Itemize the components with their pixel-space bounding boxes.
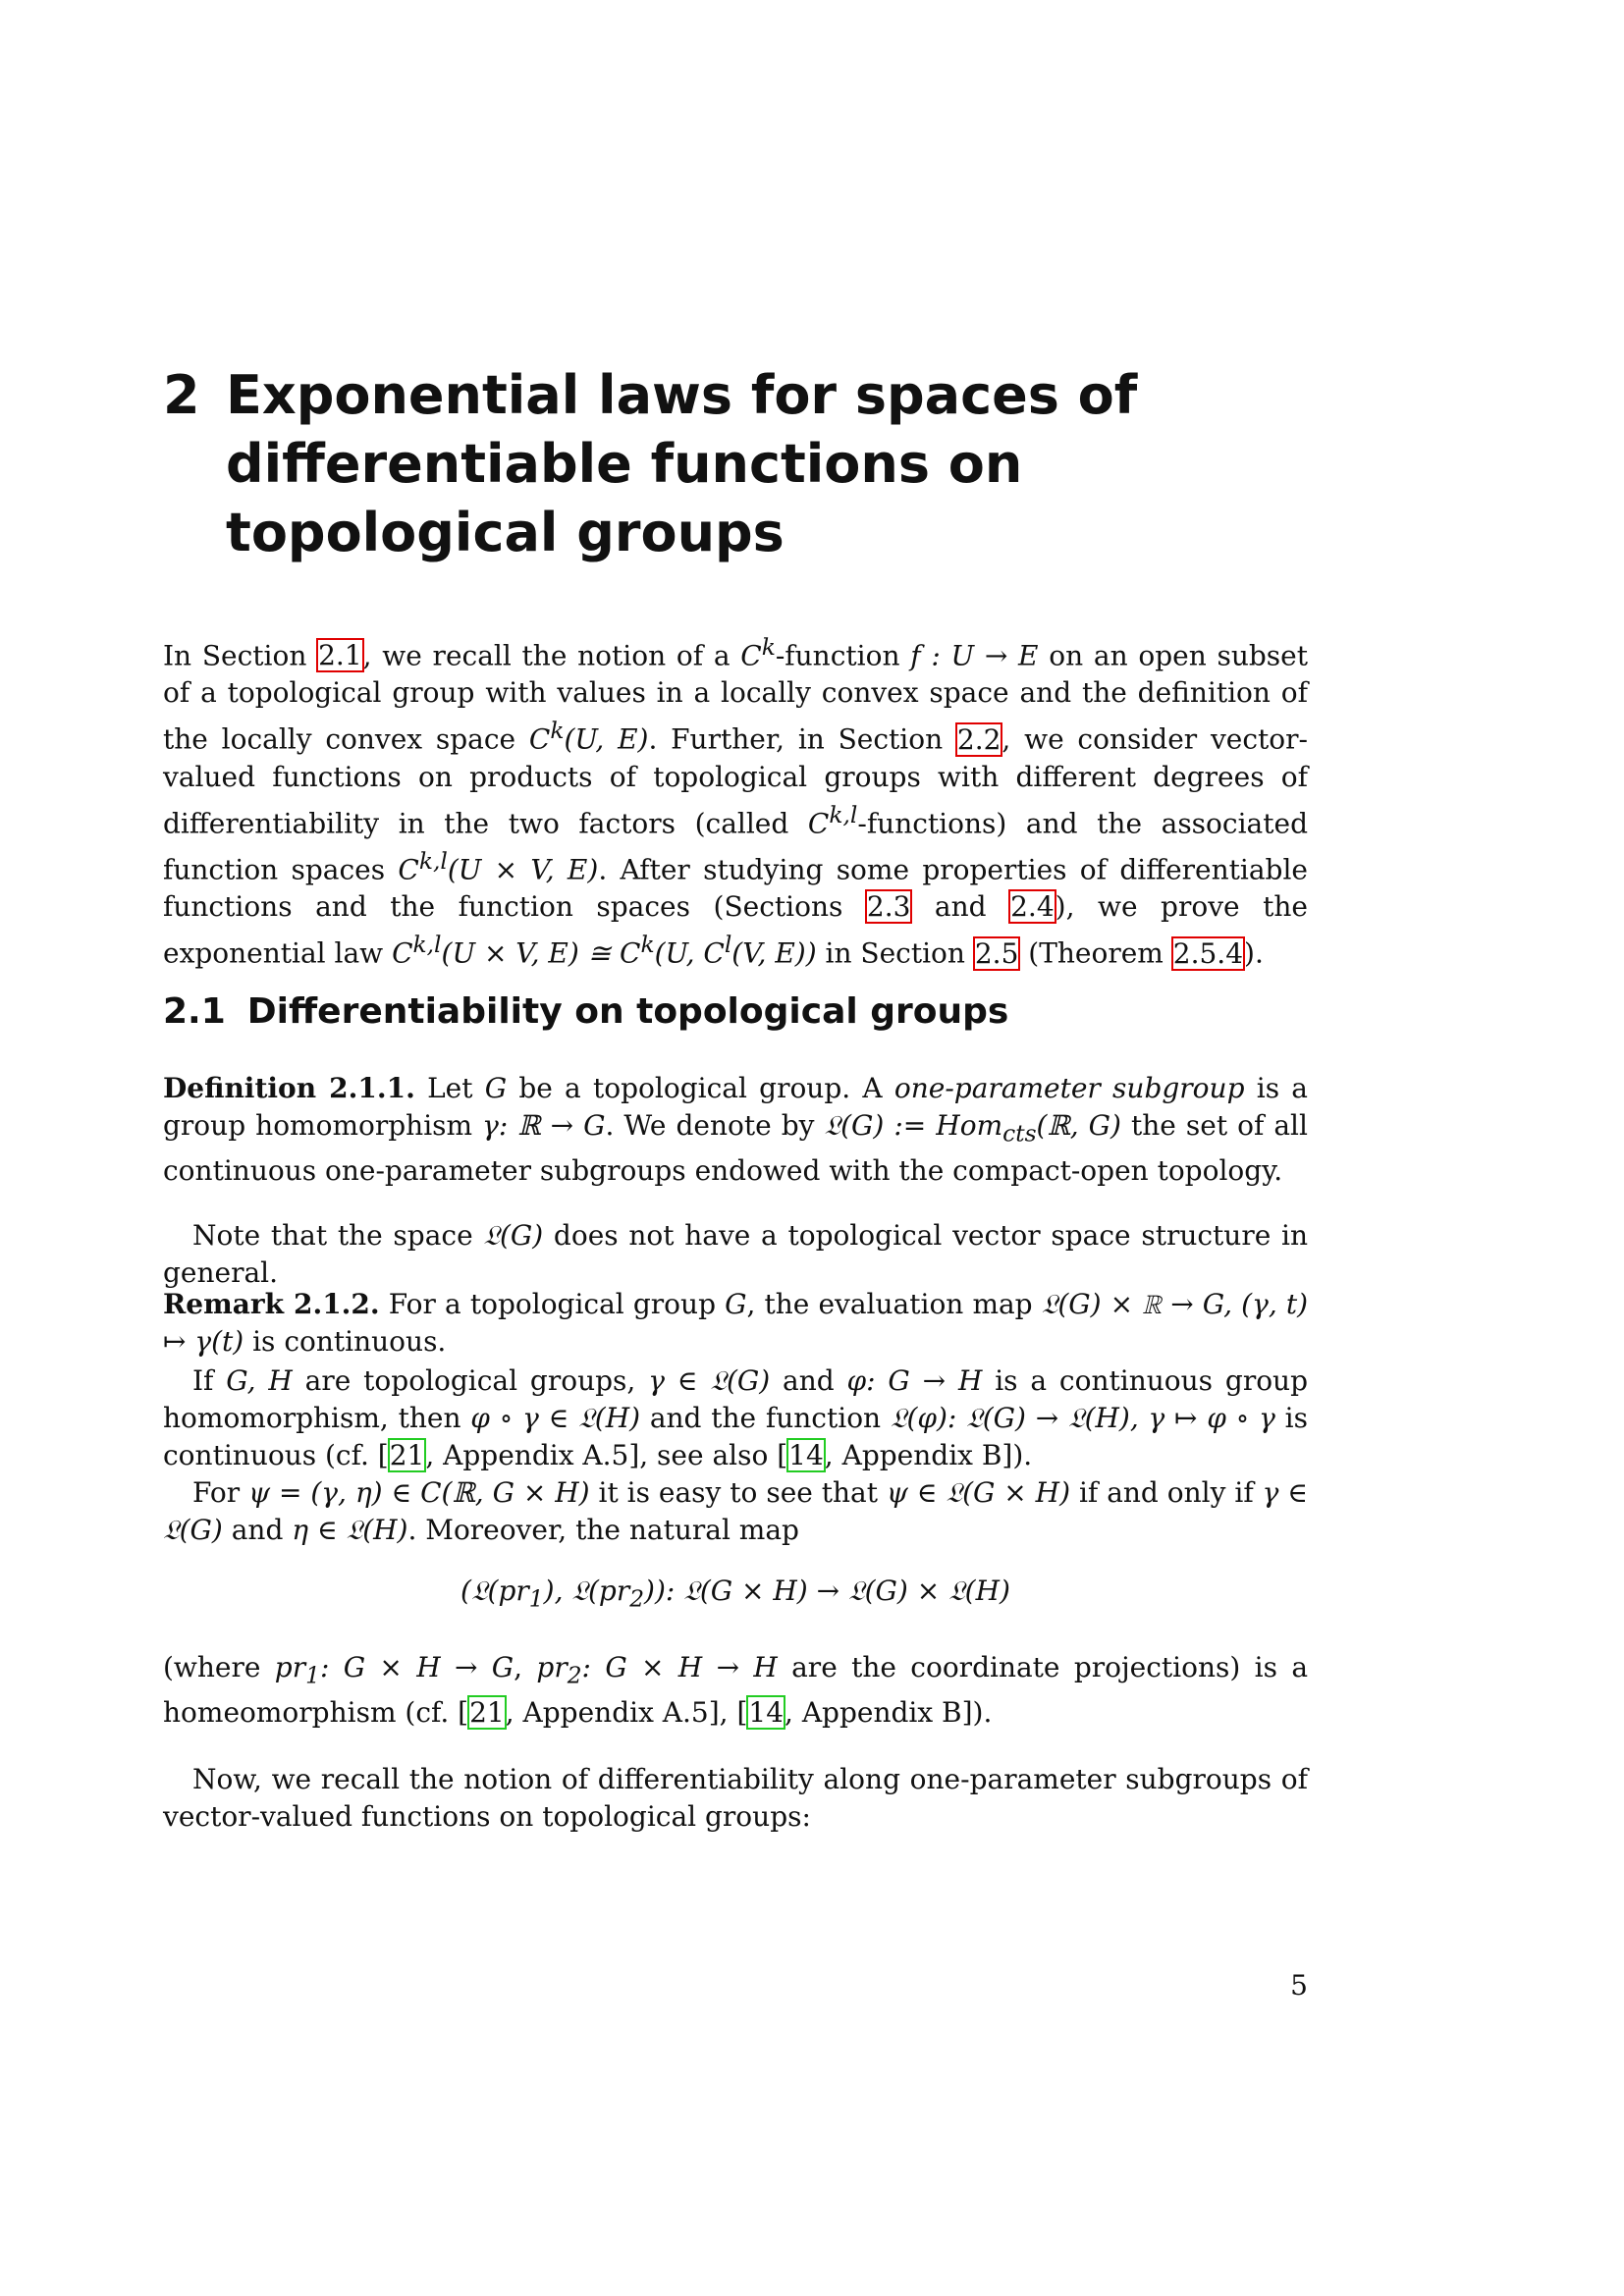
- emphasized-term: one-parameter subgroup: [893, 1072, 1245, 1104]
- remark-paragraph-2: If G, H are topological groups, γ ∈ 𝔏(G) and φ: G → H is a continuous group homomorphism, then φ ∘ γ ∈ 𝔏(H) and the function 𝔏(φ): 𝔏(G) → 𝔏(H), γ ↦ φ ∘ γ is continuous (cf. [21, Appendix A.5], see also [14, Appendix B]).: [163, 1364, 1309, 1471]
- section-ref-link[interactable]: 2.1: [318, 639, 362, 672]
- section-ref-link[interactable]: 2.2: [956, 722, 1001, 756]
- chapter-number: 2: [163, 364, 200, 426]
- remark-label: Remark 2.1.2.: [163, 1288, 380, 1320]
- section-heading: [163, 989, 1308, 1035]
- page-number: 5: [1290, 1969, 1308, 2002]
- citation-link[interactable]: 14: [748, 1695, 785, 1729]
- display-equation: ($𝔏(pr_1)$, $𝔏(pr_2)$): 𝔏(G × H) → 𝔏(G) × 𝔏(H): [460, 1575, 1010, 1613]
- closing-paragraph: Now, we recall the notion of differentiability along one-parameter subgroups of vector-valued functions on topological groups:: [163, 1763, 1308, 1833]
- theorem-ref-link[interactable]: 2.5.4: [1172, 936, 1244, 970]
- remark-paragraph-4: (where $pr_1$: G × H → G, $pr_2$: G × H → H are the coordinate projections) is a homeomorphism (cf. [21, Appendix A.5], [14, Appendix B]).: [163, 1651, 1309, 1729]
- chapter-title-text: Exponential laws for spaces of differentiable functions on topological groups: [226, 364, 1138, 563]
- citation-link[interactable]: 14: [788, 1439, 824, 1471]
- section-title: Differentiability on topological groups: [246, 991, 1009, 1032]
- note-paragraph: Note that the space 𝔏(G) does not have a topological vector space structure in general.: [163, 1219, 1308, 1289]
- chapter-title: [163, 361, 1322, 567]
- remark-paragraph-1: Remark 2.1.2. For a topological group G, the evaluation map 𝔏(G) × ℝ → G, (γ, t) ↦ γ(t) is continuous.: [163, 1288, 1309, 1358]
- citation-link[interactable]: 21: [389, 1439, 425, 1471]
- definition-paragraph: Definition 2.1.1. Let G be a topological group. A one-parameter subgroup is a group homomorphism γ: ℝ → G. We denote by 𝔏(G) := Hom$_{cts}$(ℝ, G) the set of all continuous one-parameter subgroups endowed with the compact-open topology.: [163, 1072, 1308, 1187]
- definition-label: Definition 2.1.1.: [163, 1072, 415, 1104]
- intro-paragraph: In Section 2.1, we recall the notion of a $C^k$-function f : U → E on an open subset of a topological group with values in a locally convex space and the definition of the locally convex space $C^k(U$, E). Further, in Section 2.2, we consider vector-valued functions on products of topological groups with different degrees of differentiability in the two factors (called C$^{k,l}$-functions) and the associated function spaces C$^{k,l}$(U × V, E). After studying some properties of differentiable functions and the function spaces (Sections 2.3 and 2.4), we prove the exponential law C$^{k,l}$(U × V, E) ≅ $C^k(U$, $C^l(V$, E)) in Section 2.5 (Theorem 2.5.4).: [163, 633, 1308, 970]
- section-ref-link[interactable]: 2.4: [1010, 890, 1055, 924]
- section-ref-link[interactable]: 2.3: [866, 890, 911, 924]
- citation-link[interactable]: 21: [469, 1695, 505, 1729]
- section-number: 2.1: [163, 991, 226, 1032]
- remark-paragraph-3: For ψ = (γ, η) ∈ C(ℝ, G × H) it is easy to see that ψ ∈ 𝔏(G × H) if and only if γ ∈ 𝔏(G) and η ∈ 𝔏(H). Moreover, the natural map: [163, 1476, 1308, 1546]
- section-ref-link[interactable]: 2.5: [974, 936, 1019, 970]
